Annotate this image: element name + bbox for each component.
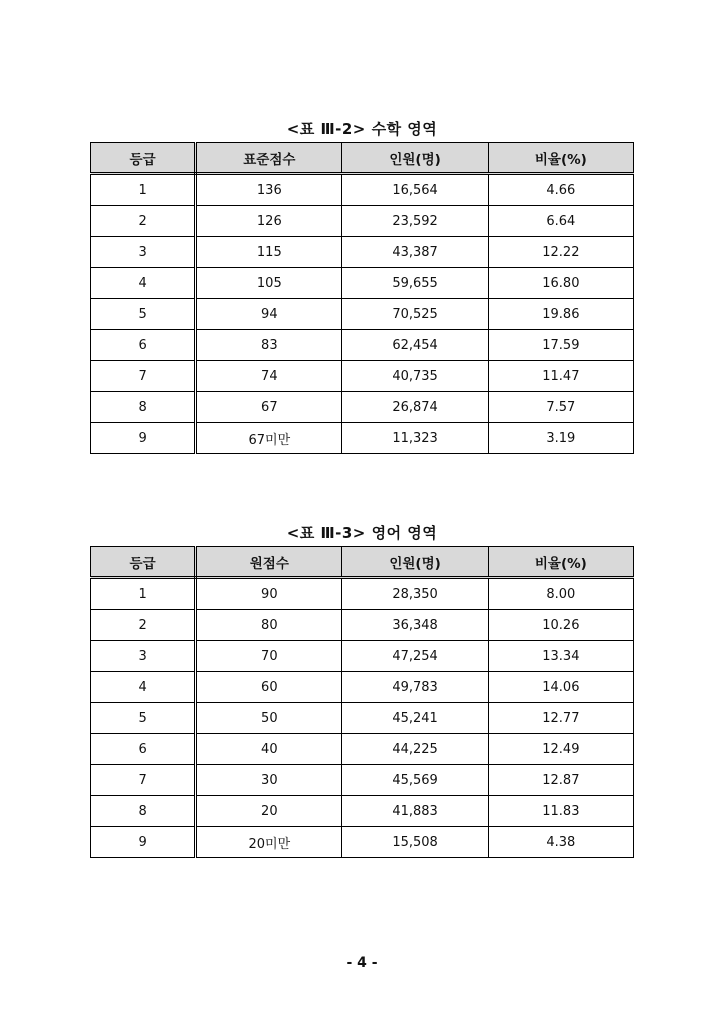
table-cell: 23,592: [342, 206, 488, 237]
column-header: 인원(명): [342, 143, 488, 174]
table-cell: 12.87: [488, 765, 633, 796]
column-header: 등급: [91, 143, 196, 174]
table-cell: 67: [196, 392, 342, 423]
table-row: [91, 237, 634, 268]
column-header: 표준점수: [196, 143, 342, 174]
table-cell: 28,350: [342, 578, 488, 610]
table-cell: 44,225: [342, 734, 488, 765]
table-cell: 115: [196, 237, 342, 268]
table-row: [91, 703, 634, 734]
table-row: [91, 361, 634, 392]
table-cell: 45,241: [342, 703, 488, 734]
table-cell: 36,348: [342, 610, 488, 641]
table-cell: 12.22: [488, 237, 633, 268]
table-cell: 2: [91, 610, 196, 641]
table-cell: 1: [91, 174, 196, 206]
table-cell: 70,525: [342, 299, 488, 330]
table-cell: 7.57: [488, 392, 633, 423]
table-cell: 14.06: [488, 672, 633, 703]
table-row: [91, 578, 634, 610]
table-cell: 4: [91, 672, 196, 703]
table-cell: 19.86: [488, 299, 633, 330]
table-row: [91, 206, 634, 237]
math-table-caption: <표 Ⅲ-2> 수학 영역: [286, 120, 438, 138]
table-cell: 62,454: [342, 330, 488, 361]
table-cell: 13.34: [488, 641, 633, 672]
table-cell: 3.19: [488, 423, 633, 454]
table-cell: 7: [91, 765, 196, 796]
table-cell: 49,783: [342, 672, 488, 703]
table-cell: 6: [91, 734, 196, 765]
table-cell: 40,735: [342, 361, 488, 392]
table-cell: 59,655: [342, 268, 488, 299]
table-cell: 4.38: [488, 827, 633, 858]
table-row: [91, 268, 634, 299]
table-cell: 16.80: [488, 268, 633, 299]
table-cell: 17.59: [488, 330, 633, 361]
table-cell: 6: [91, 330, 196, 361]
table-cell: 16,564: [342, 174, 488, 206]
table-row: [91, 330, 634, 361]
table-cell: 50: [196, 703, 342, 734]
english-grade-table: [90, 546, 634, 858]
table-cell: 74: [196, 361, 342, 392]
english-table-caption: <표 Ⅲ-3> 영어 영역: [286, 524, 438, 542]
column-header: 인원(명): [342, 547, 488, 578]
table-cell: 105: [196, 268, 342, 299]
table-cell: 8.00: [488, 578, 633, 610]
table-cell: 47,254: [342, 641, 488, 672]
table-cell: 3: [91, 237, 196, 268]
table-header-row: [91, 547, 634, 578]
column-header: 등급: [91, 547, 196, 578]
table-cell: 11.47: [488, 361, 633, 392]
column-header: 비율(%): [488, 547, 633, 578]
table-cell: 4: [91, 268, 196, 299]
table-row: [91, 796, 634, 827]
table-cell: 94: [196, 299, 342, 330]
table-cell: 9: [91, 827, 196, 858]
table-header-row: [91, 143, 634, 174]
table-row: [91, 610, 634, 641]
table-cell: 4.66: [488, 174, 633, 206]
table-cell: 45,569: [342, 765, 488, 796]
table-cell: 3: [91, 641, 196, 672]
table-cell: 40: [196, 734, 342, 765]
table-row: [91, 765, 634, 796]
table-cell: 5: [91, 703, 196, 734]
table-cell: 43,387: [342, 237, 488, 268]
table-cell: 20: [196, 796, 342, 827]
table-cell: 11,323: [342, 423, 488, 454]
table-cell: 90: [196, 578, 342, 610]
table-row: [91, 423, 634, 454]
table-cell: 70: [196, 641, 342, 672]
table-row: [91, 299, 634, 330]
table-cell: 12.49: [488, 734, 633, 765]
table-row: [91, 827, 634, 858]
table-cell: 41,883: [342, 796, 488, 827]
math-grade-table: [90, 142, 634, 454]
page-number: - 4 -: [346, 955, 378, 971]
table-cell: 30: [196, 765, 342, 796]
table-cell: 126: [196, 206, 342, 237]
table-row: [91, 392, 634, 423]
table-cell: 11.83: [488, 796, 633, 827]
table-cell: 6.64: [488, 206, 633, 237]
table-cell: 20미만: [196, 827, 342, 858]
table-cell: 83: [196, 330, 342, 361]
table-cell: 7: [91, 361, 196, 392]
table-cell: 80: [196, 610, 342, 641]
table-cell: 67미만: [196, 423, 342, 454]
table-cell: 60: [196, 672, 342, 703]
table-cell: 136: [196, 174, 342, 206]
table-cell: 10.26: [488, 610, 633, 641]
table-cell: 2: [91, 206, 196, 237]
column-header: 비율(%): [488, 143, 633, 174]
table-row: [91, 641, 634, 672]
column-header: 원점수: [196, 547, 342, 578]
table-row: [91, 672, 634, 703]
table-cell: 5: [91, 299, 196, 330]
table-row: [91, 734, 634, 765]
table-cell: 15,508: [342, 827, 488, 858]
table-row: [91, 174, 634, 206]
table-cell: 8: [91, 392, 196, 423]
table-cell: 9: [91, 423, 196, 454]
table-cell: 12.77: [488, 703, 633, 734]
table-cell: 8: [91, 796, 196, 827]
table-cell: 1: [91, 578, 196, 610]
table-cell: 26,874: [342, 392, 488, 423]
